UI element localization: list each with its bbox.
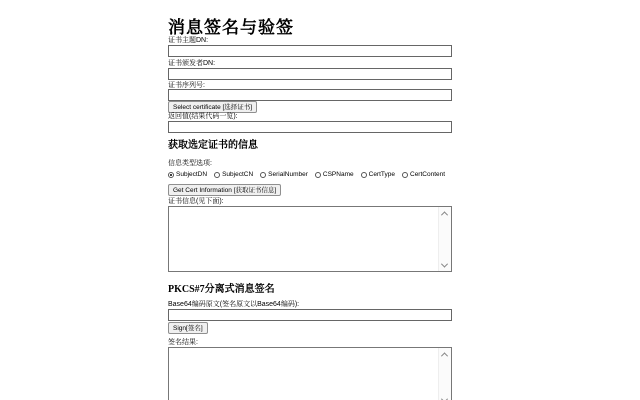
radio-label: CertContent <box>410 171 446 178</box>
cert-info-textarea[interactable] <box>169 207 439 271</box>
get-cert-information-button[interactable]: Get Cert Information [获取证书信息] <box>168 184 281 196</box>
serial-number-label: 证书序列号: <box>168 82 205 89</box>
radio-option-certtype[interactable] <box>361 171 395 179</box>
page-title: 消息签名与验签 <box>168 18 294 38</box>
sign-button[interactable]: Sign[签名] <box>168 322 208 334</box>
radio-icon[interactable] <box>402 172 408 178</box>
radio-selected-icon[interactable] <box>168 172 174 178</box>
scroll-down-icon[interactable] <box>439 260 450 270</box>
issuer-dn-input[interactable] <box>168 68 452 80</box>
radio-label: SubjectCN <box>222 171 254 178</box>
cert-info-textarea-frame <box>168 206 452 272</box>
info-type-label: 信息类型选项: <box>168 160 212 167</box>
info-type-radio-group <box>168 171 445 179</box>
sign-result-label: 签名结果: <box>168 339 198 346</box>
select-certificate-button[interactable]: Select certificate [选择证书] <box>168 101 257 113</box>
scroll-up-icon[interactable] <box>439 349 450 359</box>
radio-option-serialnumber[interactable] <box>260 171 308 179</box>
return-value-label: 返回值(结果代码一览): <box>168 113 238 120</box>
subject-dn-label: 证书主题DN: <box>168 37 209 44</box>
radio-icon[interactable] <box>214 172 220 178</box>
scroll-down-icon[interactable] <box>439 395 450 400</box>
radio-icon[interactable] <box>361 172 367 178</box>
scrollbar[interactable] <box>438 348 451 400</box>
cert-info-label: 证书信息(见下面): <box>168 198 224 205</box>
base64-plaintext-input[interactable] <box>168 309 452 321</box>
serial-number-input[interactable] <box>168 89 452 101</box>
scroll-up-icon[interactable] <box>439 208 450 218</box>
sign-result-textarea[interactable] <box>169 348 439 400</box>
issuer-dn-label: 证书颁发者DN: <box>168 60 216 67</box>
radio-icon[interactable] <box>315 172 321 178</box>
sign-result-textarea-frame <box>168 347 452 400</box>
return-value-input[interactable] <box>168 121 452 133</box>
subject-dn-input[interactable] <box>168 45 452 57</box>
radio-label: SerialNumber <box>268 171 308 178</box>
scrollbar[interactable] <box>438 207 451 271</box>
base64-plaintext-label: Base64编码原文(签名原文以Base64编码): <box>168 301 300 308</box>
cert-info-section-header: 获取选定证书的信息 <box>168 140 258 151</box>
radio-label: CertType <box>368 171 395 178</box>
radio-option-certcontent[interactable] <box>402 171 445 179</box>
radio-label: SubjectDN <box>176 171 208 178</box>
radio-icon[interactable] <box>260 172 266 178</box>
radio-option-subjectcn[interactable] <box>214 171 253 179</box>
radio-label: CSPName <box>322 171 354 178</box>
pkcs7-section-header: PKCS#7分离式消息签名 <box>168 284 275 295</box>
radio-option-cspname[interactable] <box>315 171 354 179</box>
radio-option-subjectdn[interactable] <box>168 171 207 179</box>
